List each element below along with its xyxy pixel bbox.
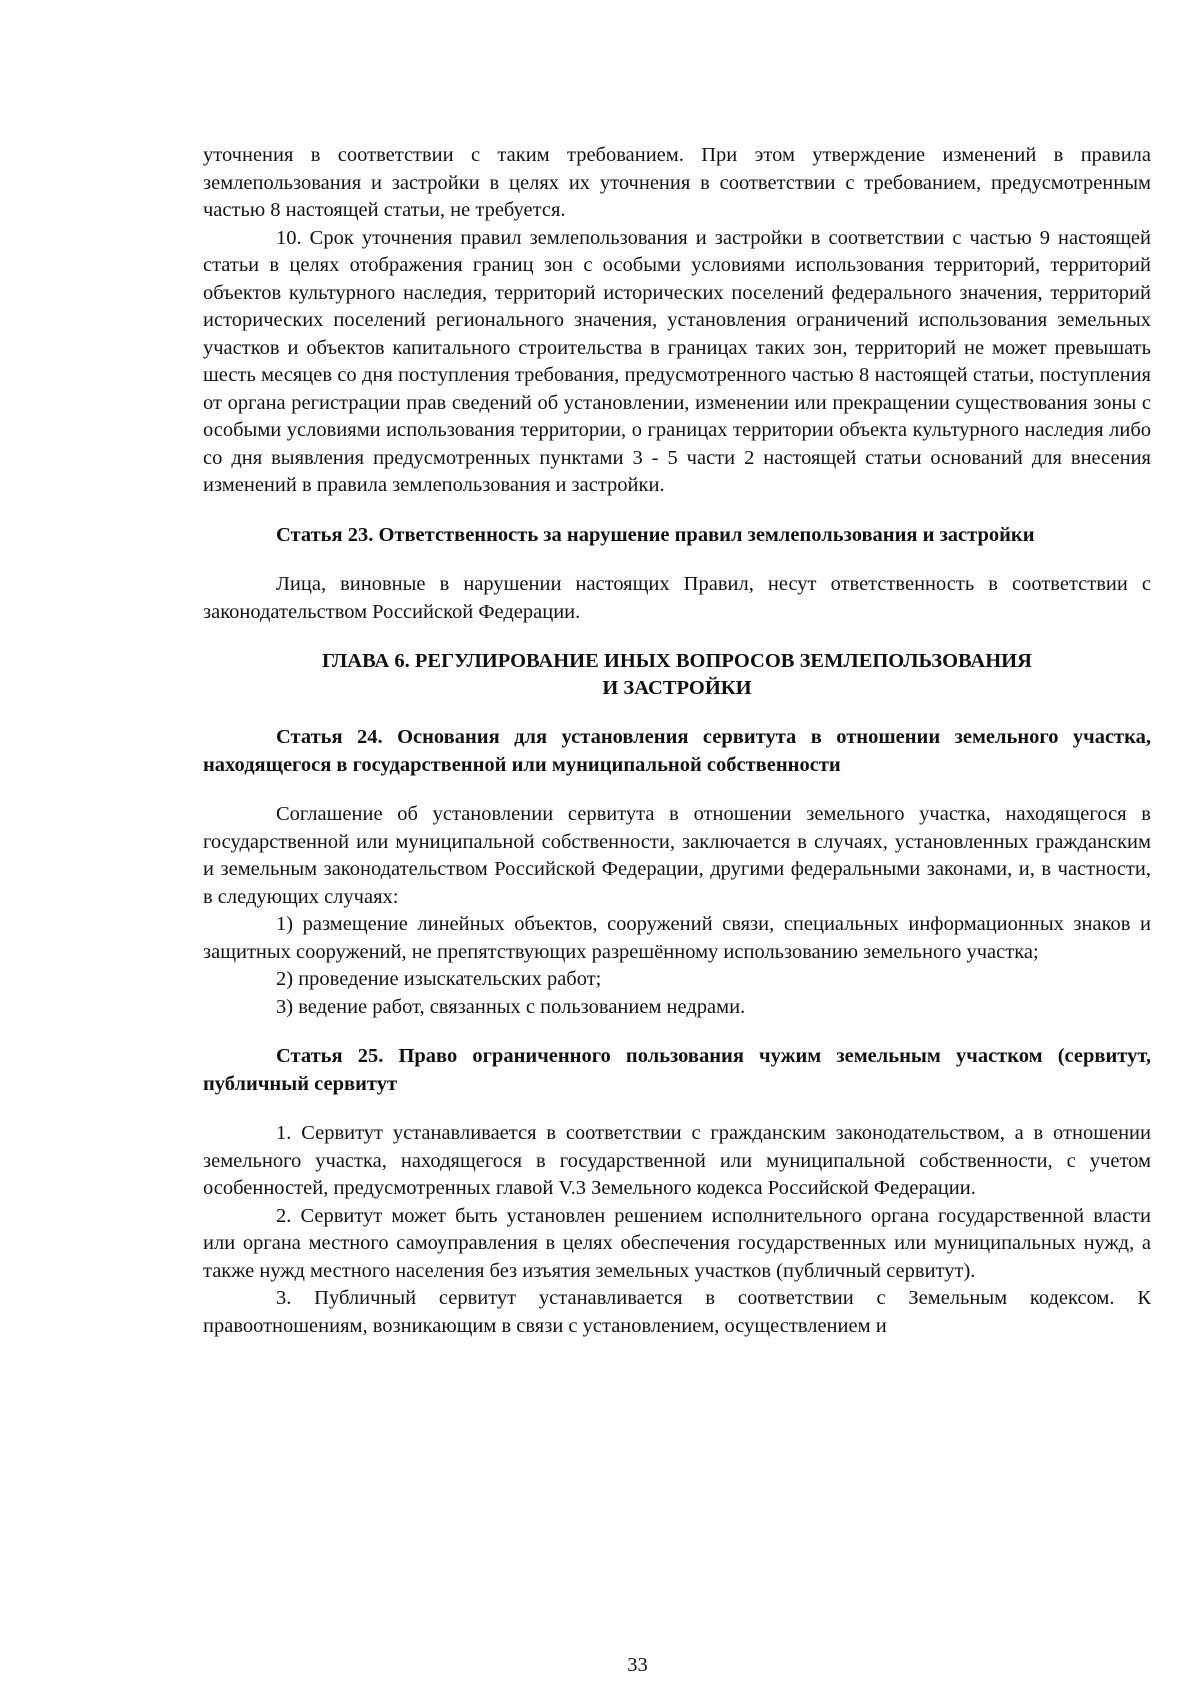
paragraph-responsibility: Лица, виновные в нарушении настоящих Правил, несут ответственность в соответствии с законодательством Российской Федерации. bbox=[203, 573, 1151, 623]
chapter-6-heading bbox=[203, 648, 1151, 702]
paragraph-item-10: 10. Срок уточнения правил землепользования и застройки в соответствии с частью 9 настоящей статьи в целях отображения границ зон с особыми условиями использования территорий, территорий объектов культурного наследия, территорий исторических поселений федерального значения, территорий исторических поселений регионального значения, установления ограничений использования земельных участков и объектов капитального строительства в границах таких зон, территорий не может превышать шесть месяцев со дня поступления требования, предусмотренного частью 8 настоящей статьи, поступления от органа регистрации прав сведений об установлении, изменении или прекращении существования зоны с особыми условиями использования территории, о границах территории объекта культурного наследия либо со дня выявления предусмотренных пунктами 3 - 5 части 2 настоящей статьи оснований для внесения изменений в правила землепользования и застройки. bbox=[203, 226, 1151, 496]
paragraph-continuation: уточнения в соответствии с таким требованием. При этом утверждение изменений в правила землепользования и застройки в целях их уточнения в соответствии с требованием, предусмотренным частью 8 настоящей статьи, не требуется. bbox=[203, 144, 1151, 221]
list-item-2: 2) проведение изыскательских работ; bbox=[276, 968, 602, 990]
chapter-6-heading-line1: ГЛАВА 6. РЕГУЛИРОВАНИЕ ИНЫХ ВОПРОСОВ ЗЕМЛЕПОЛЬЗОВАНИЯ bbox=[322, 650, 1032, 672]
paragraph-item-1: 1. Сервитут устанавливается в соответствии с гражданским законодательством, а в отношении земельного участка, находящегося в государственной или муниципальной собственности, с учетом особенностей, предусмотренных главой V.3 Земельного кодекса Российской Федерации. bbox=[203, 1122, 1151, 1199]
paragraph-item-3: 3. Публичный сервитут устанавливается в соответствии с Земельным кодексом. К правоотношениям, возникающим в связи с установлением, осуществлением и bbox=[203, 1287, 1151, 1337]
document-page bbox=[203, 142, 1151, 1340]
paragraph-easement-agreement: Соглашение об установлении сервитута в отношении земельного участка, находящегося в государственной или муниципальной собственности, заключается в случаях, установленных гражданским и земельным законодательством Российской Федерации, другими федеральными законами, и, в частности, в следующих случаях: bbox=[203, 803, 1151, 908]
list-item-3: 3) ведение работ, связанных с пользованием недрами. bbox=[276, 995, 746, 1018]
page-number: 33 bbox=[627, 1654, 648, 1676]
article-23-heading: Статья 23. Ответственность за нарушение правил землепользования и застройки bbox=[276, 523, 1035, 546]
article-24-heading: Статья 24. Основания для установления сервитута в отношении земельного участка, находящегося в государственной или муниципальной собственности bbox=[203, 726, 1151, 776]
paragraph-item-2: 2. Сервитут может быть установлен решением исполнительного органа государственной власти или органа местного самоуправления в целях обеспечения государственных или муниципальных нужд, а также нужд местного населения без изъятия земельных участков (публичный сервитут). bbox=[203, 1204, 1151, 1282]
chapter-6-heading-line2: И ЗАСТРОЙКИ bbox=[602, 677, 752, 699]
list-item-1: 1) размещение линейных объектов, сооружений связи, специальных информационных знаков и защитных сооружений, не препятствующих разрешённому использованию земельного участка; bbox=[203, 913, 1151, 963]
article-25-heading: Статья 25. Право ограниченного пользования чужим земельным участком (сервитут, публичный сервитут bbox=[203, 1045, 1151, 1095]
